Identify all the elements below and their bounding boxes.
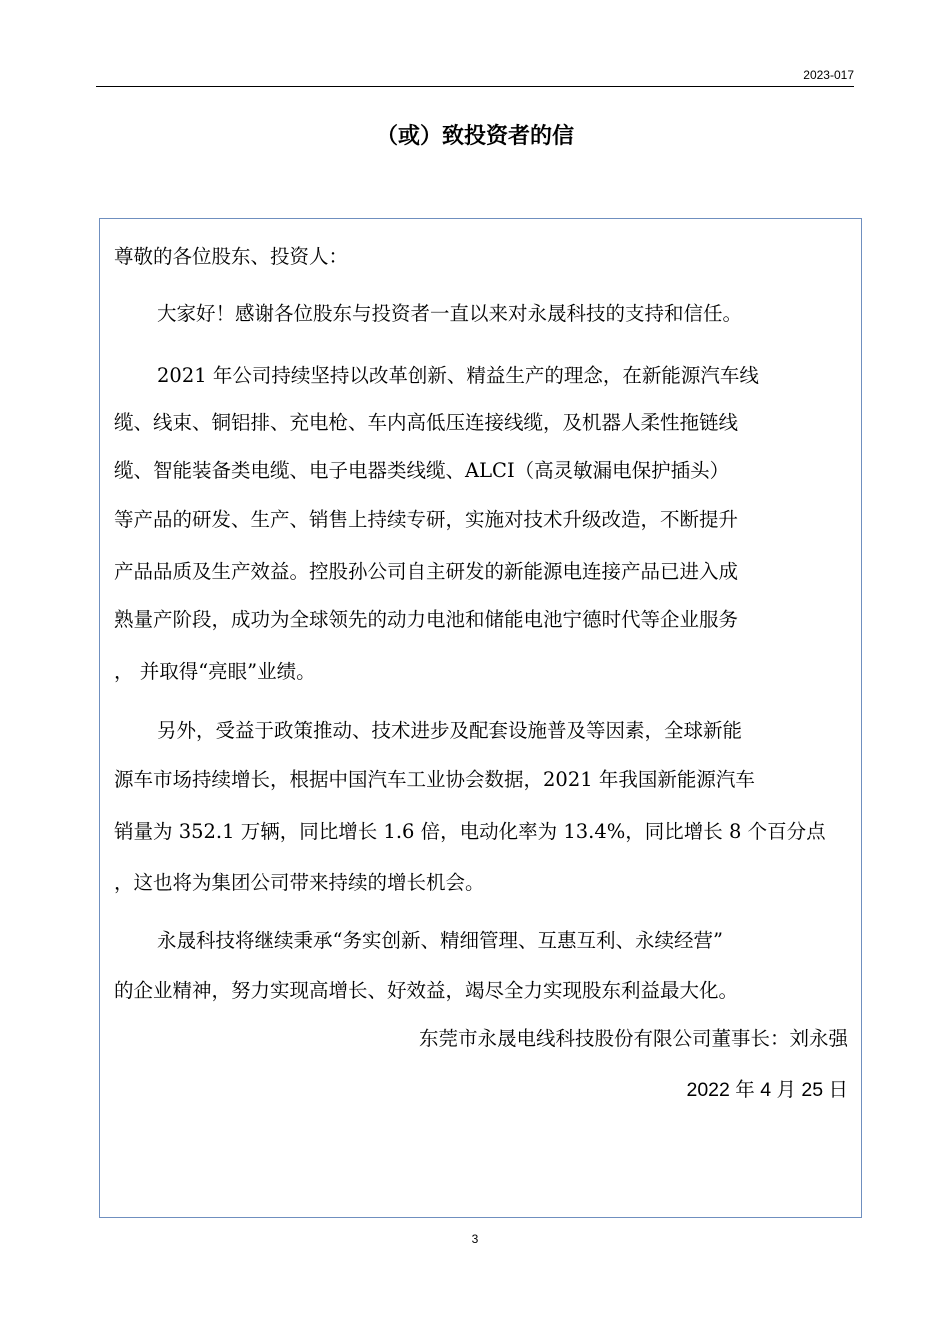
- page-title: （或）致投资者的信: [375, 124, 574, 149]
- letter-line: ， 并取得“亮眼”业绩。: [114, 660, 316, 683]
- letter-salutation: 尊敬的各位股东、投资人：: [114, 245, 349, 268]
- letter-line: 缆、线束、铜铝排、充电枪、车内高低压连接线缆，及机器人柔性拖链线: [114, 411, 739, 434]
- letter-line: 等产品的研发、生产、销售上持续专研，实施对技术升级改造，不断提升: [114, 508, 739, 531]
- letter-line: ，这也将为集团公司带来持续的增长机会。: [114, 871, 485, 894]
- header-divider: [96, 86, 854, 87]
- letter-line: 的企业精神，努力实现高增长、好效益，竭尽全力实现股东利益最大化。: [114, 979, 739, 1002]
- letter-line: 产品品质及生产效益。控股孙公司自主研发的新能源电连接产品已进入成: [114, 560, 739, 583]
- letter-line: 源车市场持续增长，根据中国汽车工业协会数据，2021 年我国新能源汽车: [114, 768, 755, 791]
- letter-line: 2021 年公司持续坚持以改革创新、精益生产的理念，在新能源汽车线: [157, 364, 759, 387]
- letter-line: 大家好！感谢各位股东与投资者一直以来对永晟科技的支持和信任。: [157, 302, 743, 325]
- document-code: 2023-017: [803, 68, 854, 82]
- page-number: 3: [471, 1232, 479, 1246]
- letter-line: 缆、智能装备类电缆、电子电器类线缆、ALCI（高灵敏漏电保护插头）: [114, 459, 730, 482]
- letter-date: 2022 年 4 月 25 日: [686, 1079, 848, 1101]
- letter-line: 销量为 352.1 万辆，同比增长 1.6 倍，电动化率为 13.4%，同比增长 8 个百分点: [114, 820, 826, 843]
- letter-line: 永晟科技将继续秉承“务实创新、精细管理、互惠互利、永续经营”: [157, 929, 723, 952]
- letter-line: 熟量产阶段，成功为全球领先的动力电池和储能电池宁德时代等企业服务: [114, 608, 739, 631]
- letter-signature: 东莞市永晟电线科技股份有限公司董事长：刘永强: [418, 1027, 848, 1050]
- letter-line: 另外，受益于政策推动、技术进步及配套设施普及等因素，全球新能: [157, 719, 743, 742]
